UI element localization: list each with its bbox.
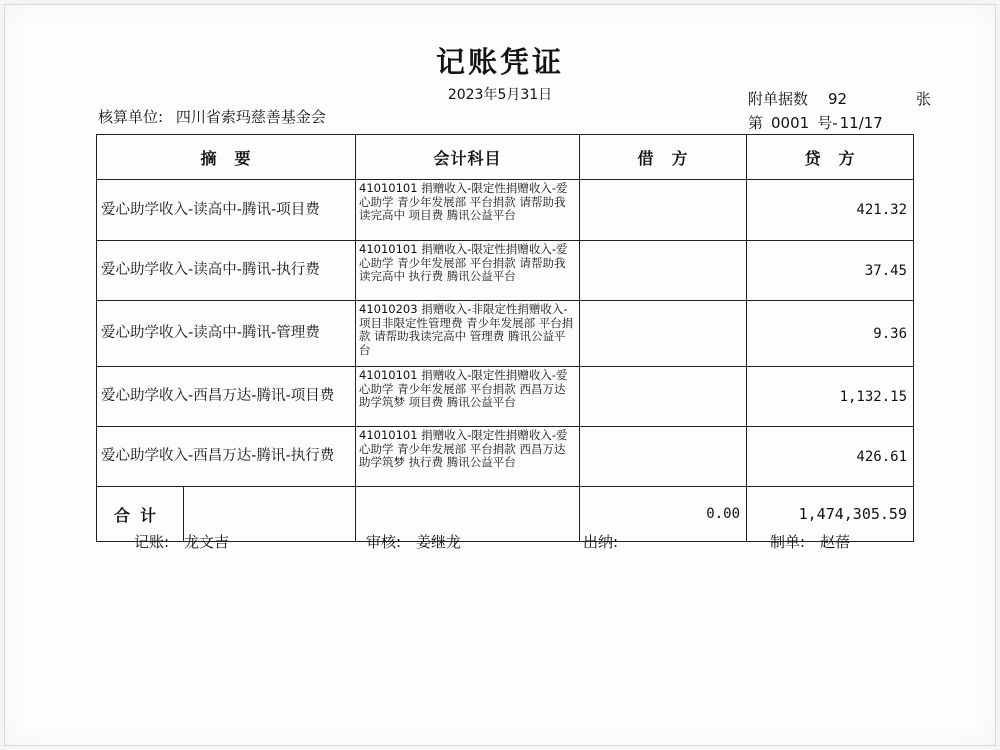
row-summary: 爱心助学收入-读高中-腾讯-项目费 [97, 180, 356, 241]
table-row [97, 301, 914, 367]
col-header-debit: 借 方 [580, 135, 747, 180]
voucher-number [748, 112, 891, 133]
row-subject: 41010101 捐赠收入-限定性捐赠收入-爱心助学 青少年发展部 平台捐款 请帮助我读完高中 项目费 腾讯公益平台 [356, 180, 580, 241]
row-credit: 421.32 [747, 180, 914, 241]
table-header-row [97, 135, 914, 180]
cashier-signature: 出纳: [583, 533, 619, 551]
col-header-credit: 贷 方 [747, 135, 914, 180]
row-summary: 爱心助学收入-读高中-腾讯-管理费 [97, 301, 356, 367]
col-header-summary: 摘 要 [97, 135, 356, 180]
row-subject: 41010101 捐赠收入-限定性捐赠收入-爱心助学 青少年发展部 平台捐款 西昌万达助学筑梦 执行费 腾讯公益平台 [356, 427, 580, 487]
row-debit [580, 427, 747, 487]
voucher-title: 记账凭证 [435, 45, 564, 79]
row-subject: 41010203 捐赠收入-非限定性捐赠收入-项目非限定性管理费 青少年发展部 平台捐款 请帮助我读完高中 管理费 腾讯公益平台 [356, 301, 580, 367]
bookkeeper-signature: 记账: 龙文吉 [134, 533, 230, 551]
attachment-label: 附单据数 [748, 90, 809, 108]
row-credit: 9.36 [747, 301, 914, 367]
table-row [97, 241, 914, 301]
row-credit: 426.61 [747, 427, 914, 487]
reviewer-signature: 审核: 姜继龙 [366, 533, 462, 551]
voucher-number-suffix: 号- [817, 114, 838, 132]
row-debit [580, 180, 747, 241]
row-debit [580, 301, 747, 367]
accounting-unit [98, 106, 326, 127]
table-row [97, 367, 914, 427]
row-debit [580, 241, 747, 301]
row-credit: 37.45 [747, 241, 914, 301]
row-summary: 爱心助学收入-西昌万达-腾讯-项目费 [97, 367, 356, 427]
total-debit: 0.00 [580, 487, 747, 542]
total-label: 合计 [97, 487, 184, 541]
voucher-page: 11/17 [839, 114, 883, 132]
attachment-number: 92 [828, 90, 848, 108]
row-subject: 41010101 捐赠收入-限定性捐赠收入-爱心助学 青少年发展部 平台捐款 西昌万达助学筑梦 项目费 腾讯公益平台 [356, 367, 580, 427]
voucher-date: 2023年5月31日 [447, 87, 553, 103]
row-summary: 爱心助学收入-西昌万达-腾讯-执行费 [97, 427, 356, 487]
accounting-unit-name: 四川省索玛慈善基金会 [175, 108, 326, 126]
row-subject: 41010101 捐赠收入-限定性捐赠收入-爱心助学 青少年发展部 平台捐款 请帮助我读完高中 执行费 腾讯公益平台 [356, 241, 580, 301]
row-debit [580, 367, 747, 427]
row-credit: 1,132.15 [747, 367, 914, 427]
voucher-table [96, 134, 914, 542]
row-summary: 爱心助学收入-读高中-腾讯-执行费 [97, 241, 356, 301]
preparer-signature: 制单: 赵蓓 [770, 533, 851, 551]
col-header-subject: 会计科目 [356, 135, 580, 180]
attachment-count [748, 88, 931, 109]
voucher-number-value: 0001 [771, 114, 810, 132]
attachment-unit: 张 [916, 90, 932, 108]
voucher-number-prefix: 第 [748, 114, 764, 132]
total-credit: 1,474,305.59 [747, 487, 914, 542]
table-row [97, 427, 914, 487]
table-row [97, 180, 914, 241]
accounting-unit-label: 核算单位: [98, 108, 164, 126]
